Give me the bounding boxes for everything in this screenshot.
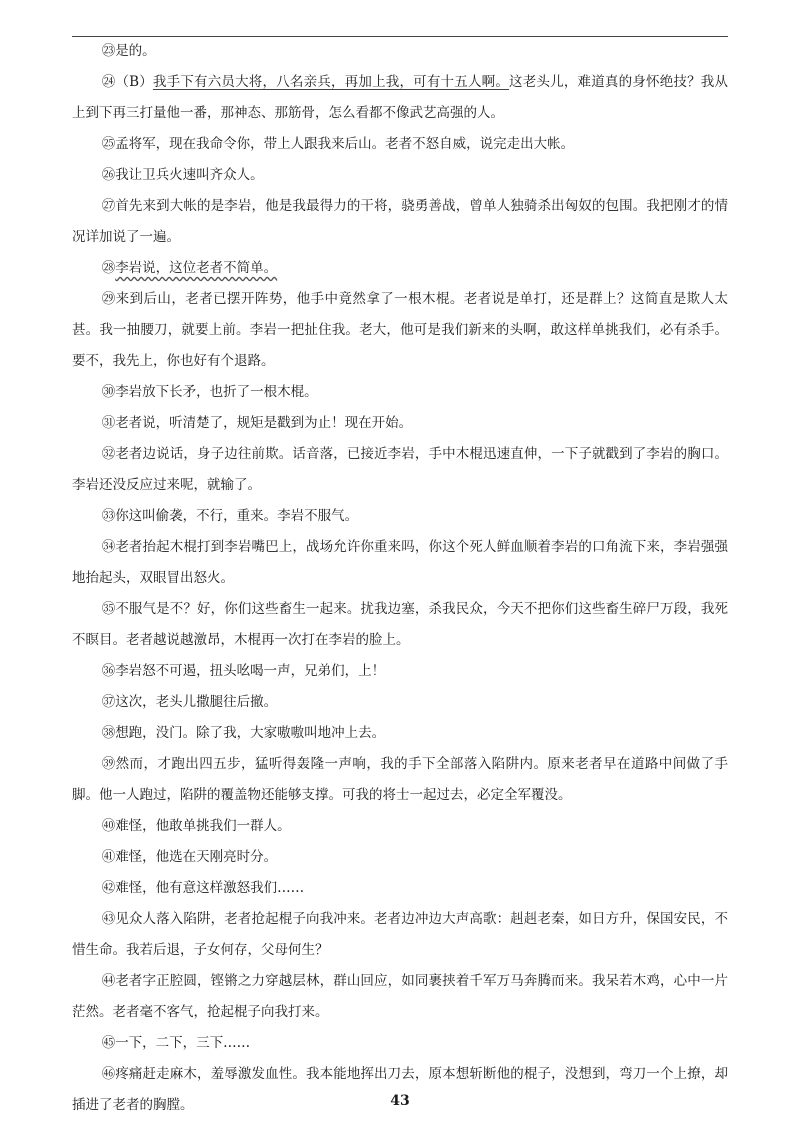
page-number: 43 [390,1093,410,1109]
paragraph-number: ㉙ [101,291,116,307]
paragraph-text: 难怪，他敢单挑我们一群人。 [115,818,291,834]
paragraph-text: 孟将军，现在我命令你，带上人跟我来后山。老者不怒自威，说完走出大帐。 [115,136,575,152]
paragraph-24 [72,67,728,129]
paragraph-40 [72,811,728,842]
paragraph-number: ㊳ [101,725,116,741]
paragraph-36 [72,656,728,687]
paragraph-44 [72,966,728,1028]
paragraph-number: ㉓ [101,43,116,59]
paragraph-text: 来到后山，老者已摆开阵势，他手中竟然拿了一根木棍。老者说是单打，还是群上？这简直是欺人太甚。我一抽腰刀，就要上前。李岩一把扯住我。老大，他可是我们新来的头啊，敢这样单挑我们，必有杀手。要不，我先上，你也好有个退路。 [72,291,729,369]
paragraph-28 [72,253,728,284]
paragraph-32 [72,439,728,501]
paragraph-number: ㉞ [101,539,116,555]
paragraph-38 [72,718,728,749]
paragraph-43 [72,904,728,966]
document-body [72,36,728,1121]
paragraph-27 [72,191,728,253]
paragraph-number: ㉝ [101,508,116,524]
paragraph-35 [72,594,728,656]
paragraph-text: 老者字正腔圆，铿锵之力穿越层林，群山回应，如同裹挟着千军万马奔腾而来。我呆若木鸡，心中一片茫然。老者毫不客气，抢起棍子向我打来。 [72,973,729,1020]
paragraph-text: 想跑，没门。除了我，大家嗷嗷叫地冲上去。 [115,725,386,741]
paragraph-text: 首先来到大帐的是李岩，他是我最得力的干将，骁勇善战，曾单人独骑杀出匈奴的包围。我把刚才的情况详加说了一遍。 [72,198,729,245]
paragraph-number: ㊻ [101,1066,116,1082]
paragraph-text: 见众人落入陷阱，老者抢起棍子向我冲来。老者边冲边大声高歌：赳赳老秦，如日方升，保国安民，不惜生命。我若后退，子女何存，父母何生？ [72,911,729,958]
paragraph-number: ㉘ [101,260,116,276]
paragraph-31 [72,408,728,439]
paragraph-39 [72,749,728,811]
paragraph-text: 李岩怒不可遏，扭头吆喝一声，兄弟们，上！ [115,663,386,679]
paragraph-text: 难怪，他有意这样激怒我们…… [115,880,305,896]
paragraph-number: ㊸ [101,911,116,927]
underlined-sentence: 我手下有六员大将，八名亲兵，再加上我，可有十五人啊。 [152,74,510,90]
paragraph-23 [72,36,728,67]
paragraph-29 [72,284,728,377]
paragraph-text: 难怪，他选在天刚亮时分。 [115,849,278,865]
paragraph-number: ㊷ [101,880,116,896]
paragraph-34 [72,532,728,594]
paragraph-number: ㉟ [101,601,116,617]
paragraph-text: 一下，二下，三下…… [115,1035,251,1051]
paragraph-number: ㊹ [101,973,116,989]
paragraph-number: ㊶ [101,849,116,865]
paragraph-25 [72,129,728,160]
paragraph-number: ㊴ [101,756,116,772]
paragraph-text: 疼痛赶走麻木，羞辱激发血性。我本能地挥出刀去，原本想斩断他的棍子，没想到，弯刀一个上撩，却插进了老者的胸膛。 [72,1066,729,1113]
paragraph-33 [72,501,728,532]
paragraph-text: 不服气是不？好，你们这些畜生一起来。扰我边塞，杀我民众，今天不把你们这些畜生碎尸万段，我死不瞑目。老者越说越激昂，木棍再一次打在李岩的脸上。 [72,601,729,648]
paragraph-26 [72,160,728,191]
paragraph-text: 李岩放下长矛，也折了一根木棍。 [115,384,318,400]
paragraph-number: ㉔ [101,74,116,90]
paragraph-text: 我让卫兵火速叫齐众人。 [115,167,264,183]
paragraph-45 [72,1028,728,1059]
paragraph-number: ㊵ [101,818,116,834]
paragraph-number: ㉚ [101,384,116,400]
paragraph-text: 老者抬起木棍打到李岩嘴巴上，战场允许你重来吗，你这个死人鲜血顺着李岩的口角流下来，李岩强强地抬起头，双眼冒出怒火。 [72,539,729,586]
paragraph-number: ㉕ [101,136,116,152]
paragraph-42 [72,873,728,904]
paragraph-number: ㉖ [101,167,116,183]
paragraph-number: ㉗ [101,198,116,214]
paragraph-text: 这老头儿，难道真的身怀绝技？我从上到下再三打量他一番，那神态、那筋骨，怎么看都不像武艺高强的人。 [72,74,729,121]
paragraph-number: ㉛ [101,415,116,431]
paragraph-text: 这次，老头儿撒腿往后撤。 [115,694,278,710]
paragraph-number: ㊱ [101,663,116,679]
paragraph-46 [72,1059,728,1121]
paragraph-number: ㉜ [101,446,116,462]
paragraph-text: 是的。 [115,43,156,59]
paragraph-number: ㊲ [101,694,116,710]
paragraph-30 [72,377,728,408]
paragraph-number: ㊺ [101,1035,116,1051]
paragraph-text: 然而，才跑出四五步，猛听得轰隆一声响，我的手下全部落入陷阱内。原来老者早在道路中间做了手脚。他一人跑过，陷阱的覆盖物还能够支撑。可我的将士一起过去，必定全军覆没。 [72,756,729,803]
paragraph-text: 你这叫偷袭，不行，重来。李岩不服气。 [115,508,359,524]
question-marker: （B） [115,74,153,90]
paragraph-41 [72,842,728,873]
paragraph-text: 老者说，听清楚了，规矩是戳到为止！现在开始。 [115,415,413,431]
paragraph-37 [72,687,728,718]
wavy-underlined-sentence: 李岩说，这位老者不简单。 [115,260,278,276]
paragraph-text: 老者边说话，身子边往前欺。话音落，已接近李岩，手中木棍迅速直伸，一下子就戳到了李岩的胸口。李岩还没反应过来呢，就输了。 [72,446,729,493]
